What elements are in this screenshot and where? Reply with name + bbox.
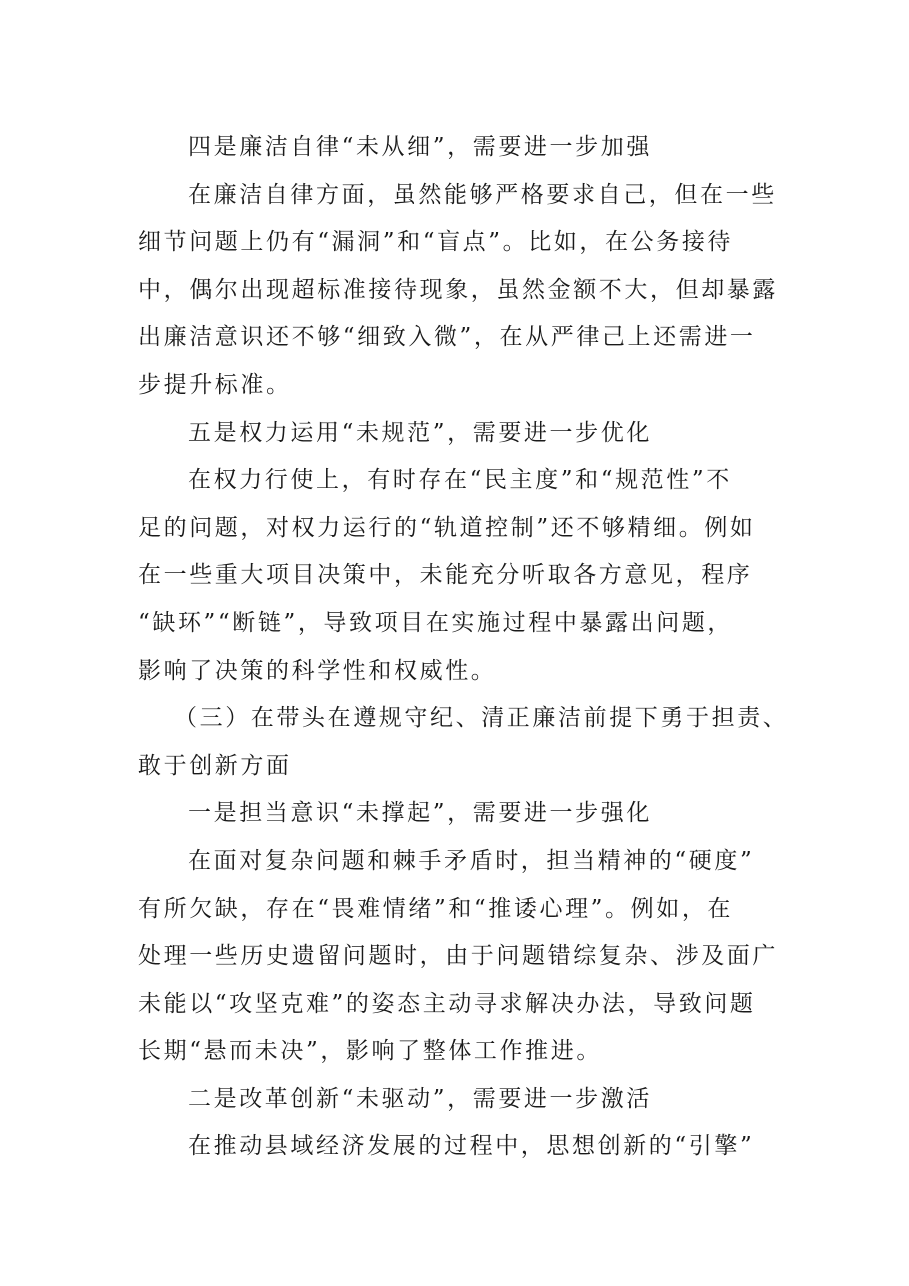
section-heading-line: 敢于创新方面	[138, 752, 292, 779]
heading-line: 二是改革创新“未驱动”，需要进一步激活	[188, 1085, 652, 1112]
paragraph-line: 出廉洁意识还不够“细致入微”，在从严律己上还需进一	[138, 324, 756, 351]
paragraph-line: 在面对复杂问题和棘手矛盾时，担当精神的“硬度”	[188, 847, 755, 874]
paragraph-line: 在廉洁自律方面，虽然能够严格要求自己，但在一些	[188, 181, 777, 208]
paragraph-line: 在推动县域经济发展的过程中，思想创新的“引擎”	[188, 1133, 755, 1160]
paragraph-line: 影响了决策的科学性和权威性。	[138, 657, 497, 684]
paragraph-line: 在权力行使上，有时存在“民主度”和“规范性”不	[188, 467, 732, 494]
document-body	[138, 124, 789, 1171]
heading-line: 四是廉洁自律“未从细”，需要进一步加强	[188, 134, 652, 160]
paragraph-line: 中，偶尔出现超标准接待现象，虽然金额不大，但却暴露	[138, 276, 778, 303]
paragraph-line: 长期“悬而未决”，影响了整体工作推进。	[138, 1038, 602, 1065]
paragraph-line: 步提升标准。	[138, 371, 292, 398]
heading-line: 五是权力运用“未规范”，需要进一步优化	[188, 419, 652, 446]
paragraph-line: 未能以“攻坚克难”的姿态主动寻求解决办法，导致问题	[138, 990, 756, 1017]
paragraph-line: “缺环”“断链”，导致项目在实施过程中暴露出问题，	[138, 609, 734, 636]
paragraph-line: 有所欠缺，存在“畏难情绪”和“推诿心理”。例如，在	[138, 895, 734, 922]
paragraph-line: 处理一些历史遗留问题时，由于问题错综复杂、涉及面广	[138, 943, 778, 970]
paragraph-line: 细节问题上仍有“漏洞”和“盲点”。比如，在公务接待	[138, 229, 734, 256]
section-heading-line: （三）在带头在遵规守纪、清正廉洁前提下勇于担责、	[174, 705, 789, 732]
paragraph-line: 足的问题，对权力运行的“轨道控制”还不够精细。例如	[138, 514, 756, 541]
heading-line: 一是担当意识“未撑起”，需要进一步强化	[188, 800, 652, 827]
paragraph-line: 在一些重大项目决策中，未能充分听取各方意见，程序	[138, 562, 753, 589]
